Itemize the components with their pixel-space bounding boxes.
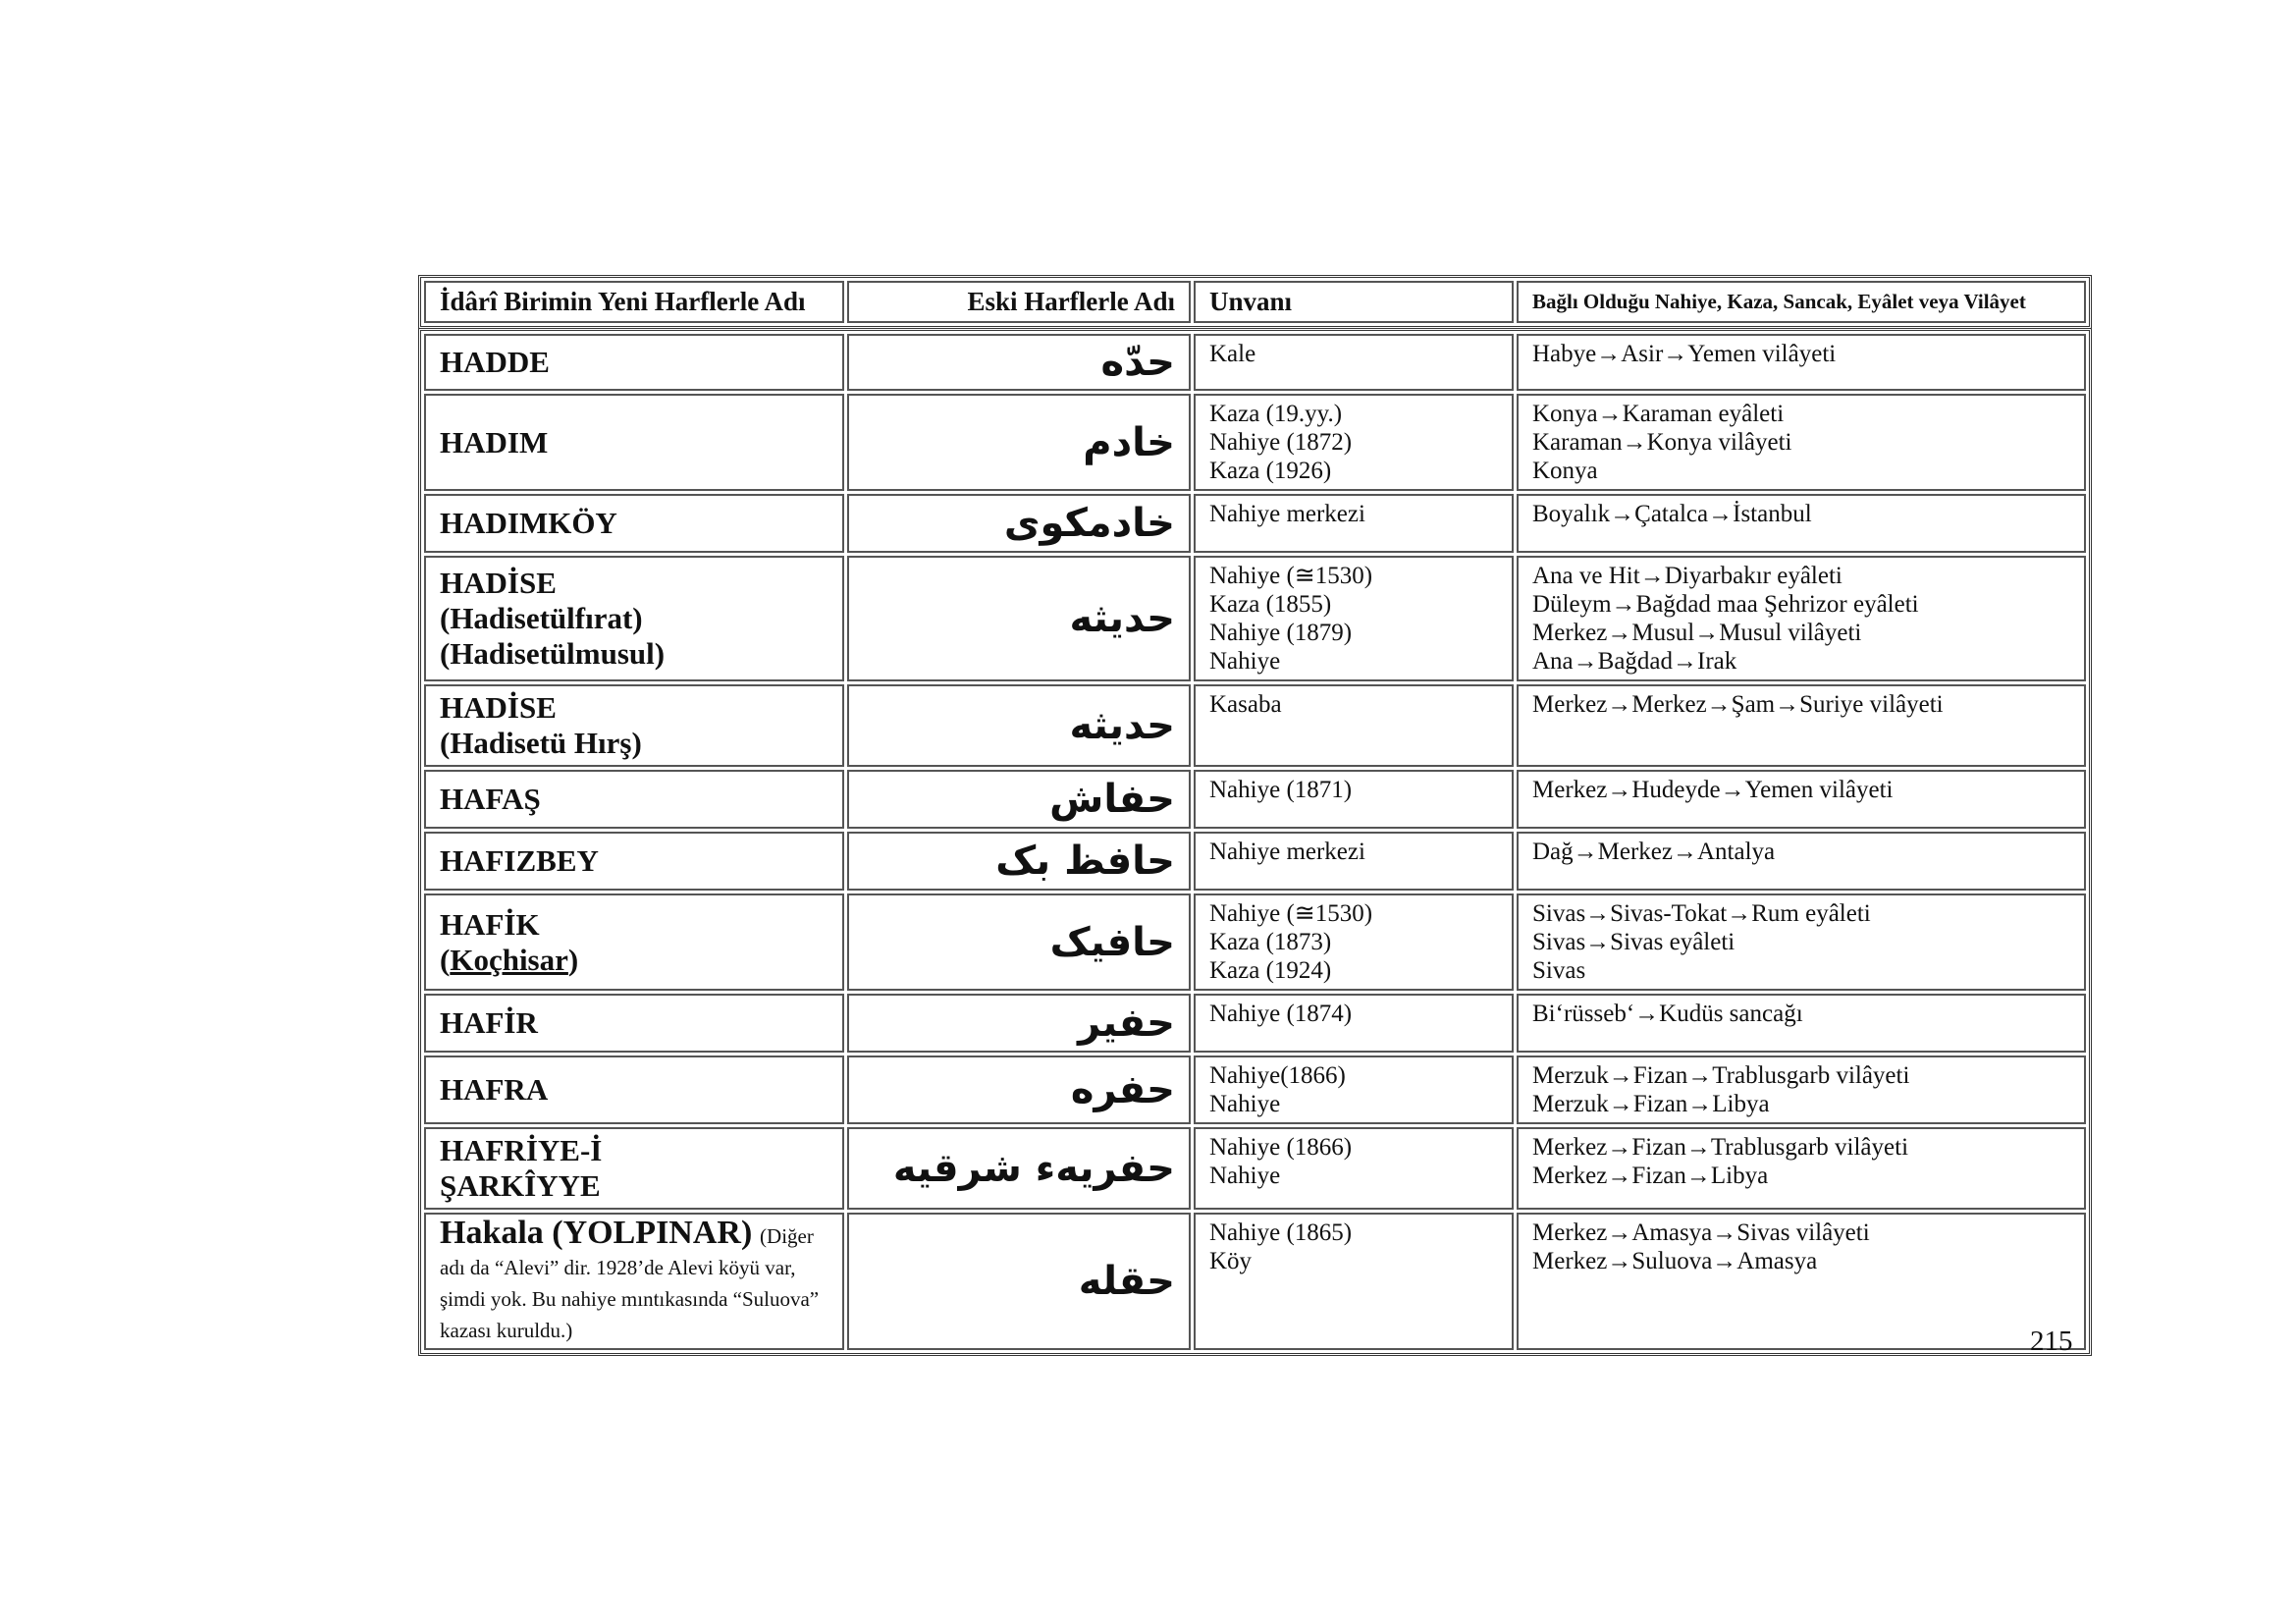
table-row	[424, 394, 2086, 491]
unit-name: HADDE	[440, 345, 550, 379]
table-row	[424, 1213, 2086, 1350]
unit-title: Nahiye	[1209, 1163, 1281, 1189]
header-title: Unvanı	[1194, 281, 1514, 323]
unit-title: Nahiye (1874)	[1209, 1001, 1353, 1027]
unit-title-cell	[1194, 1127, 1514, 1210]
unit-parent: Merkez→Fizan→Libya	[1532, 1163, 1769, 1189]
unit-name: HAFİR	[440, 1005, 538, 1040]
unit-parent-cell	[1517, 893, 2086, 991]
unit-parent: Habye→Asir→Yemen vilâyeti	[1532, 341, 1837, 367]
unit-parent: Merkez→Suluova→Amasya	[1532, 1248, 1818, 1274]
unit-title: Nahiye merkezi	[1209, 501, 1365, 527]
table-header	[418, 275, 2092, 329]
unit-title-cell	[1194, 1056, 1514, 1124]
unit-title-cell	[1194, 684, 1514, 767]
old-script-name: حقله	[847, 1213, 1191, 1350]
unit-parent: Dağ→Merkez→Antalya	[1532, 839, 1776, 865]
unit-title-cell	[1194, 1213, 1514, 1350]
header-parent: Bağlı Olduğu Nahiye, Kaza, Sancak, Eyâlet veya Vilâyet	[1517, 281, 2086, 323]
unit-title: Nahiye (≅1530)	[1209, 563, 1373, 589]
unit-title: Nahiye (1879)	[1209, 620, 1353, 646]
unit-parent-cell	[1517, 770, 2086, 829]
unit-title: Kaza (1924)	[1209, 957, 1332, 984]
unit-title-cell	[1194, 770, 1514, 829]
unit-parent: Sivas	[1532, 957, 1586, 984]
unit-name: HAFRA	[440, 1072, 549, 1107]
unit-name-cell	[424, 494, 844, 553]
table-row	[424, 1127, 2086, 1210]
unit-title: Nahiye (1866)	[1209, 1134, 1353, 1161]
unit-title: Kaza (1873)	[1209, 929, 1332, 955]
unit-parent: Sivas→Sivas-Tokat→Rum eyâleti	[1532, 900, 1871, 927]
unit-title: Nahiye (1871)	[1209, 777, 1353, 803]
unit-name-cell	[424, 684, 844, 767]
unit-name: (Hadisetü Hırş)	[440, 726, 642, 760]
unit-title-cell	[1194, 494, 1514, 553]
unit-name-cell	[424, 893, 844, 991]
old-script-name: حافظ بک	[847, 832, 1191, 891]
unit-title: Nahiye (1865)	[1209, 1219, 1353, 1246]
old-script-name: حديثه	[847, 556, 1191, 681]
old-script-name: حفير	[847, 994, 1191, 1053]
unit-title: Nahiye	[1209, 1091, 1281, 1117]
old-script-name: حدّه	[847, 334, 1191, 391]
unit-name: HAFRİYE-İ	[440, 1133, 603, 1167]
unit-title-cell	[1194, 994, 1514, 1053]
table-row	[424, 334, 2086, 391]
unit-name: HADIM	[440, 424, 549, 460]
unit-name-cell	[424, 1056, 844, 1124]
table-row	[424, 684, 2086, 767]
unit-parent-cell	[1517, 1127, 2086, 1210]
unit-title: Kaza (1855)	[1209, 591, 1332, 618]
unit-name-cell	[424, 556, 844, 681]
unit-parent: Merkez→Merkez→Şam→Suriye vilâyeti	[1532, 691, 1944, 718]
unit-name-cell	[424, 994, 844, 1053]
unit-name: HADİSE	[440, 566, 557, 600]
unit-parent: Ana→Bağdad→Irak	[1532, 648, 1737, 675]
unit-parent-cell	[1517, 1056, 2086, 1124]
unit-parent: Merzuk→Fizan→Libya	[1532, 1091, 1770, 1117]
unit-title: Köy	[1209, 1248, 1253, 1274]
unit-parent: Boyalık→Çatalca→İstanbul	[1532, 501, 1812, 527]
unit-name: HAFIZBEY	[440, 843, 599, 878]
unit-title: Nahiye (1872)	[1209, 429, 1353, 456]
unit-name-cell	[424, 832, 844, 891]
unit-title: Kaza (1926)	[1209, 458, 1332, 484]
table-row	[424, 556, 2086, 681]
old-script-name: حافيک	[847, 893, 1191, 991]
unit-parent: Bi‘rüsseb‘→Kudüs sancağı	[1532, 1001, 1803, 1027]
unit-parent: Karaman→Konya vilâyeti	[1532, 429, 1792, 456]
unit-name: HADIMKÖY	[440, 506, 617, 540]
table-body	[418, 328, 2092, 1356]
admin-units-table	[418, 275, 2077, 1356]
unit-title-cell	[1194, 334, 1514, 391]
unit-name-cell	[424, 394, 844, 491]
unit-parent-cell	[1517, 394, 2086, 491]
unit-name: (Hadisetülmusul)	[440, 636, 666, 671]
unit-parent: Sivas→Sivas eyâleti	[1532, 929, 1735, 955]
table-row	[424, 893, 2086, 991]
unit-parent: Ana ve Hit→Diyarbakır eyâleti	[1532, 563, 1842, 589]
unit-name-cell	[424, 1127, 844, 1210]
unit-name: Hakala (YOLPINAR)	[440, 1215, 753, 1251]
unit-title-cell	[1194, 556, 1514, 681]
unit-parent-cell	[1517, 556, 2086, 681]
unit-parent-cell	[1517, 832, 2086, 891]
table-row	[424, 1056, 2086, 1124]
old-script-name: خادم	[847, 394, 1191, 491]
unit-title: Kaza (19.yy.)	[1209, 401, 1343, 427]
table-row	[424, 994, 2086, 1053]
unit-title-cell	[1194, 832, 1514, 891]
unit-parent: Düleym→Bağdad maa Şehrizor eyâleti	[1532, 591, 1919, 618]
table-row	[424, 494, 2086, 553]
unit-parent: Merkez→Hudeyde→Yemen vilâyeti	[1532, 777, 1894, 803]
unit-parent: Merkez→Amasya→Sivas vilâyeti	[1532, 1219, 1870, 1246]
unit-title: Kale	[1209, 341, 1256, 367]
unit-parent: Konya→Karaman eyâleti	[1532, 401, 1785, 427]
unit-name-cell	[424, 334, 844, 391]
unit-name: HADİSE	[440, 690, 557, 725]
unit-parent-cell	[1517, 994, 2086, 1053]
unit-alt-name-link: Koçhisar	[450, 942, 568, 977]
unit-title: Kasaba	[1209, 691, 1282, 718]
unit-name: (Hadisetülfırat)	[440, 601, 643, 635]
unit-title: Nahiye(1866)	[1209, 1062, 1346, 1089]
unit-parent: Merkez→Musul→Musul vilâyeti	[1532, 620, 1862, 646]
unit-title-cell	[1194, 893, 1514, 991]
page-number: 215	[2030, 1326, 2073, 1357]
unit-alt-name: (Koçhisar)	[440, 942, 579, 977]
unit-name: HAFAŞ	[440, 782, 541, 816]
unit-note: (Diğer adı da “Alevi” dir. 1928’de Alevi köyü var, şimdi yok. Bu nahiye mıntıkasında “Suluova” kazası kuruldu.)	[440, 1224, 820, 1342]
unit-parent: Konya	[1532, 458, 1598, 484]
unit-title: Nahiye (≅1530)	[1209, 900, 1373, 927]
unit-title: Nahiye	[1209, 648, 1281, 675]
table-row	[424, 770, 2086, 829]
unit-name-cell	[424, 1213, 844, 1350]
unit-parent: Merkez→Fizan→Trablusgarb vilâyeti	[1532, 1134, 1909, 1161]
unit-parent-cell	[1517, 334, 2086, 391]
unit-parent-cell	[1517, 494, 2086, 553]
unit-name-cell	[424, 770, 844, 829]
unit-parent-cell	[1517, 684, 2086, 767]
old-script-name: حفريهء شرقيه	[847, 1127, 1191, 1210]
old-script-name: حفاش	[847, 770, 1191, 829]
header-old-name: Eski Harflerle Adı	[847, 281, 1191, 323]
unit-title: Nahiye merkezi	[1209, 839, 1365, 865]
old-script-name: خادمكوى	[847, 494, 1191, 553]
unit-name: HAFİK	[440, 906, 540, 942]
table-row	[424, 832, 2086, 891]
unit-parent: Merzuk→Fizan→Trablusgarb vilâyeti	[1532, 1062, 1910, 1089]
header-name: İdârî Birimin Yeni Harflerle Adı	[424, 281, 844, 323]
unit-parent-cell	[1517, 1213, 2086, 1350]
old-script-name: حديثه	[847, 684, 1191, 767]
unit-title-cell	[1194, 394, 1514, 491]
unit-name: ŞARKÎYYE	[440, 1168, 601, 1203]
old-script-name: حفره	[847, 1056, 1191, 1124]
